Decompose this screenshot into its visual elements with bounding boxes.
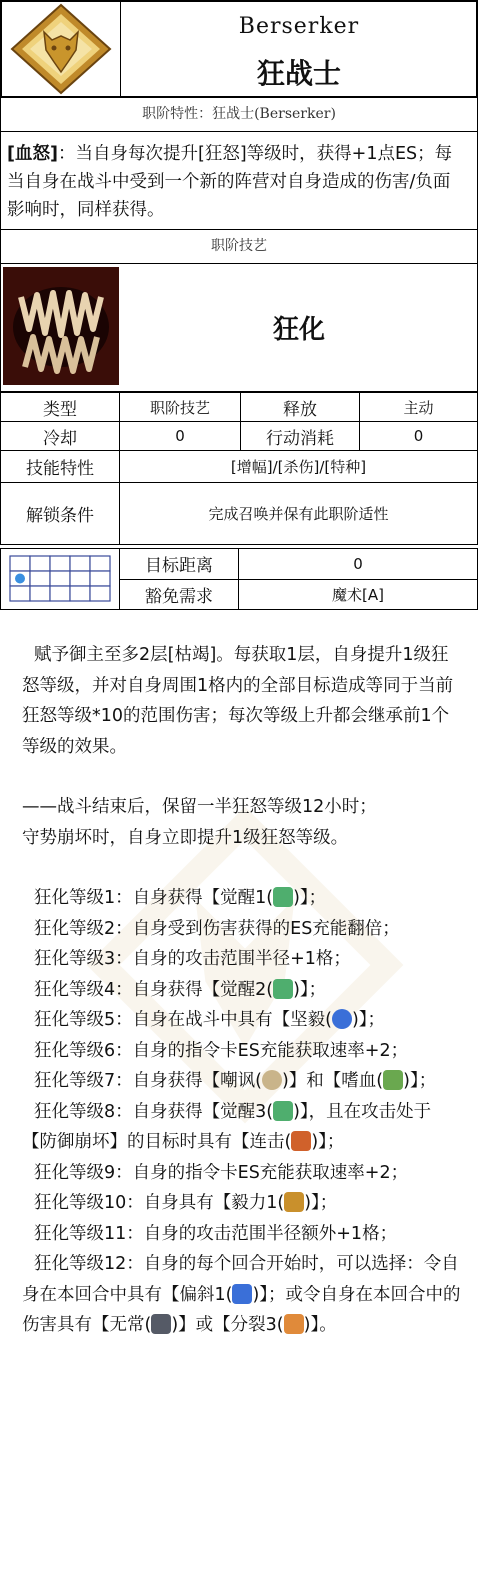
berserker-emblem-icon — [2, 2, 121, 96]
unlock-value: 完成召唤并保有此职阶适性 — [120, 483, 478, 545]
skill-header — [0, 264, 478, 392]
range-value: 0 — [239, 549, 478, 580]
level-11: 狂化等级11：自身的攻击范围半径额外+1格； — [34, 1223, 398, 1244]
trait-name: [血怒] — [7, 144, 58, 164]
level-4: 狂化等级4：自身获得【觉醒2( )】； — [34, 979, 327, 1000]
awaken-icon — [273, 887, 293, 907]
skill-info-table — [0, 392, 478, 545]
type-label: 类型 — [1, 393, 120, 422]
trait-description — [0, 132, 478, 230]
level-7: 狂化等级7：自身获得【嘲讽( )】和【嗜血( )】； — [34, 1071, 437, 1091]
range-grid-diagram — [1, 549, 120, 610]
fangs-skill-icon — [3, 267, 119, 385]
skill-name: 狂化 — [272, 315, 325, 345]
split-icon — [284, 1314, 304, 1334]
cooldown-label: 冷却 — [1, 422, 120, 451]
level-2: 狂化等级2：自身受到伤害获得的ES充能翻倍； — [34, 918, 400, 939]
traits-label: 技能特性 — [1, 451, 120, 483]
awaken-icon — [273, 1101, 293, 1121]
level-12: 狂化等级12：自身的每个回合开始时，可以选择：令自身在本回合中具有【偏斜1( )】；或令自身在本回合中的伤害具有【无常( )】或【分裂3( )】。 — [22, 1254, 461, 1335]
deflect-icon — [232, 1284, 252, 1304]
traits-value: [增幅]/[杀伤]/[特种] — [120, 451, 478, 483]
cost-label: 行动消耗 — [241, 422, 360, 451]
immune-value: 魔术[A] — [239, 579, 478, 610]
type-value: 职阶技艺 — [120, 393, 241, 422]
trait-title: 职阶特性：狂战士(Berserker) — [0, 98, 478, 132]
level-3: 狂化等级3：自身的攻击范围半径+1格； — [34, 949, 351, 969]
range-label: 目标距离 — [120, 549, 239, 580]
class-name-chinese: 狂战士 — [256, 57, 341, 90]
release-label: 释放 — [241, 393, 360, 422]
fortitude-icon — [284, 1192, 304, 1212]
level-5: 狂化等级5：自身在战斗中具有【坚毅( )】； — [34, 1010, 386, 1030]
description-note-1: ——战斗结束后，保留一半狂怒等级12小时； — [22, 797, 377, 817]
bloodthirst-icon — [383, 1070, 403, 1090]
resolve-icon — [332, 1009, 352, 1029]
release-value: 主动 — [360, 393, 478, 422]
cost-value: 0 — [360, 422, 478, 451]
trait-text: ：当自身每次提升[狂怒]等级时，获得+1点ES；每当自身在战斗中受到一个新的阵营对自身造成的伤害/负面影响时，同样获得。 — [7, 144, 453, 220]
unlock-label: 解锁条件 — [1, 483, 120, 545]
level-6: 狂化等级6：自身的指令卡ES充能获取速率+2； — [34, 1040, 409, 1061]
cooldown-value: 0 — [120, 422, 241, 451]
skill-description — [22, 640, 462, 1341]
level-9: 狂化等级9：自身的指令卡ES充能获取速率+2； — [34, 1162, 409, 1183]
level-8: 狂化等级8：自身获得【觉醒3( )】，且在攻击处于【防御崩坏】的目标时具有【连击( )】； — [22, 1101, 432, 1152]
description-note-2: 守势崩坏时，自身立即提升1级狂怒等级。 — [22, 827, 349, 848]
awaken-icon — [273, 979, 293, 999]
class-name-english: Berserker — [238, 14, 360, 39]
description-paragraph: 赋予御主至多2层[枯竭]。每获取1层，自身提升1级狂怒等级，并对自身周围1格内的全部目标造成等同于当前狂怒等级*10的范围伤害；每次等级上升都会继承前1个等级的效果。 — [22, 645, 454, 757]
range-table — [0, 548, 478, 610]
combo-icon — [291, 1131, 311, 1151]
impermanence-icon — [151, 1314, 171, 1334]
skill-section-title: 职阶技艺 — [0, 230, 478, 264]
class-header — [0, 0, 478, 98]
taunt-icon — [262, 1070, 282, 1090]
level-10: 狂化等级10：自身具有【毅力1( )】； — [34, 1193, 338, 1213]
level-1: 狂化等级1：自身获得【觉醒1( )】； — [34, 888, 327, 908]
immune-label: 豁免需求 — [120, 579, 239, 610]
